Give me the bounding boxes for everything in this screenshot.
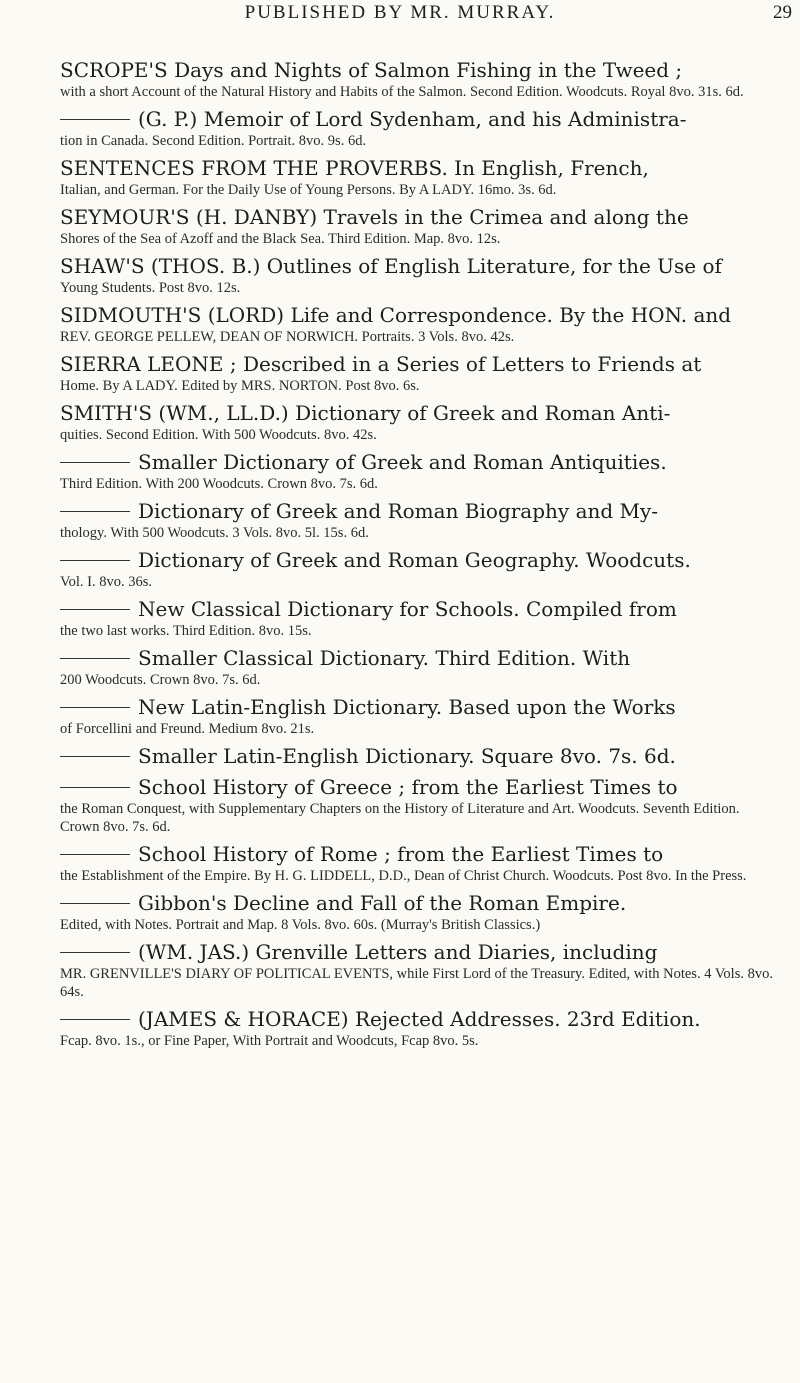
entry-description: Vol. I. 8vo. 36s. xyxy=(60,574,152,590)
catalogue-entry xyxy=(60,499,780,542)
entry-description: REV. GEORGE PELLEW, DEAN OF NORWICH. Portraits. 3 Vols. 8vo. 42s. xyxy=(60,329,515,345)
ditto-rule xyxy=(60,1019,130,1020)
entry-heading: SHAW'S (THOS. B.) Outlines of English Literature, for the Use of xyxy=(60,254,722,278)
ditto-rule xyxy=(60,787,130,788)
ditto-rule xyxy=(60,854,130,855)
entry-heading: SMITH'S (WM., LL.D.) Dictionary of Greek and Roman Anti- xyxy=(60,401,671,425)
entry-description: Edited, with Notes. Portrait and Map. 8 Vols. 8vo. 60s. (Murray's British Classics.) xyxy=(60,917,541,933)
entry-description: of Forcellini and Freund. Medium 8vo. 21s. xyxy=(60,721,315,737)
entry-heading: Smaller Dictionary of Greek and Roman Antiquities. xyxy=(138,450,667,474)
ditto-rule xyxy=(60,119,130,120)
entry-description: MR. GRENVILLE'S DIARY OF POLITICAL EVENTS, while First Lord of the Treasury. Edited, with Notes. 4 Vols. 8vo. 64s. xyxy=(60,966,773,1000)
ditto-rule xyxy=(60,903,130,904)
entry-description: with a short Account of the Natural History and Habits of the Salmon. Second Edition. Woodcuts. Royal 8vo. 31s. 6d. xyxy=(60,84,744,100)
catalogue-entry xyxy=(60,597,780,640)
ditto-rule xyxy=(60,560,130,561)
catalogue-entry xyxy=(60,695,780,738)
entry-heading: Gibbon's Decline and Fall of the Roman Empire. xyxy=(138,891,627,915)
entry-heading: SIDMOUTH'S (LORD) Life and Correspondence. By the HON. and xyxy=(60,303,732,327)
entry-description: Young Students. Post 8vo. 12s. xyxy=(60,280,241,296)
running-head-title: PUBLISHED BY MR. MURRAY. xyxy=(244,2,556,23)
entry-heading: (G. P.) Memoir of Lord Sydenham, and his Administra- xyxy=(138,107,687,131)
catalogue-entry xyxy=(60,107,780,150)
catalogue-entry xyxy=(60,1007,780,1050)
catalogue-entry xyxy=(60,775,780,836)
entry-description: quities. Second Edition. With 500 Woodcuts. 8vo. 42s. xyxy=(60,427,377,443)
entry-heading: New Classical Dictionary for Schools. Compiled from xyxy=(138,597,677,621)
catalogue-entry xyxy=(60,303,780,346)
entry-heading: School History of Greece ; from the Earliest Times to xyxy=(138,775,678,799)
running-head xyxy=(0,2,800,32)
catalogue-entry xyxy=(60,450,780,493)
ditto-rule xyxy=(60,609,130,610)
entry-description: Italian, and German. For the Daily Use of Young Persons. By A LADY. 16mo. 3s. 6d. xyxy=(60,182,557,198)
ditto-rule xyxy=(60,952,130,953)
ditto-rule xyxy=(60,756,130,757)
ditto-rule xyxy=(60,511,130,512)
catalogue-entry xyxy=(60,401,780,444)
entry-heading: SENTENCES FROM THE PROVERBS. In English, French, xyxy=(60,156,649,180)
entry-description: Fcap. 8vo. 1s., or Fine Paper, With Portrait and Woodcuts, Fcap 8vo. 5s. xyxy=(60,1033,479,1049)
catalogue-entry xyxy=(60,156,780,199)
ditto-rule xyxy=(60,462,130,463)
catalogue-entry xyxy=(60,548,780,591)
entry-description: Shores of the Sea of Azoff and the Black Sea. Third Edition. Map. 8vo. 12s. xyxy=(60,231,501,247)
entry-description: tion in Canada. Second Edition. Portrait. 8vo. 9s. 6d. xyxy=(60,133,367,149)
entry-heading: Dictionary of Greek and Roman Geography. Woodcuts. xyxy=(138,548,691,572)
entry-heading: SIERRA LEONE ; Described in a Series of Letters to Friends at xyxy=(60,352,702,376)
catalogue-entry xyxy=(60,205,780,248)
entry-heading: SCROPE'S Days and Nights of Salmon Fishing in the Tweed ; xyxy=(60,58,683,82)
entry-description: the Establishment of the Empire. By H. G. LIDDELL, D.D., Dean of Christ Church. Woodcuts. Post 8vo. In the Press. xyxy=(60,868,747,884)
entry-description: the two last works. Third Edition. 8vo. 15s. xyxy=(60,623,312,639)
ditto-rule xyxy=(60,658,130,659)
catalogue-entry xyxy=(60,646,780,689)
catalogue-entry xyxy=(60,940,780,1001)
entry-heading: New Latin-English Dictionary. Based upon the Works xyxy=(138,695,676,719)
catalogue-entry xyxy=(60,744,780,769)
entry-description: thology. With 500 Woodcuts. 3 Vols. 8vo. 5l. 15s. 6d. xyxy=(60,525,369,541)
entry-heading: School History of Rome ; from the Earliest Times to xyxy=(138,842,664,866)
catalogue-entry xyxy=(60,842,780,885)
entry-description: Home. By A LADY. Edited by MRS. NORTON. Post 8vo. 6s. xyxy=(60,378,420,394)
catalogue-entries xyxy=(60,58,780,1056)
entry-heading: (JAMES & HORACE) Rejected Addresses. 23rd Edition. xyxy=(138,1007,701,1031)
entry-heading: SEYMOUR'S (H. DANBY) Travels in the Crimea and along the xyxy=(60,205,689,229)
entry-heading: (WM. JAS.) Grenville Letters and Diaries, including xyxy=(138,940,658,964)
page-number: 29 xyxy=(773,2,792,23)
entry-description: 200 Woodcuts. Crown 8vo. 7s. 6d. xyxy=(60,672,261,688)
entry-description: the Roman Conquest, with Supplementary Chapters on the History of Literature and Art. Woodcuts. Seventh Edition. Crown 8vo. 7s. 6d. xyxy=(60,801,740,835)
catalogue-entry xyxy=(60,891,780,934)
entry-heading: Smaller Classical Dictionary. Third Edition. With xyxy=(138,646,631,670)
ditto-rule xyxy=(60,707,130,708)
catalogue-entry xyxy=(60,254,780,297)
entry-heading: Dictionary of Greek and Roman Biography and My- xyxy=(138,499,659,523)
catalogue-entry xyxy=(60,58,780,101)
catalogue-entry xyxy=(60,352,780,395)
entry-description: Third Edition. With 200 Woodcuts. Crown 8vo. 7s. 6d. xyxy=(60,476,378,492)
entry-heading: Smaller Latin-English Dictionary. Square 8vo. 7s. 6d. xyxy=(138,744,676,768)
